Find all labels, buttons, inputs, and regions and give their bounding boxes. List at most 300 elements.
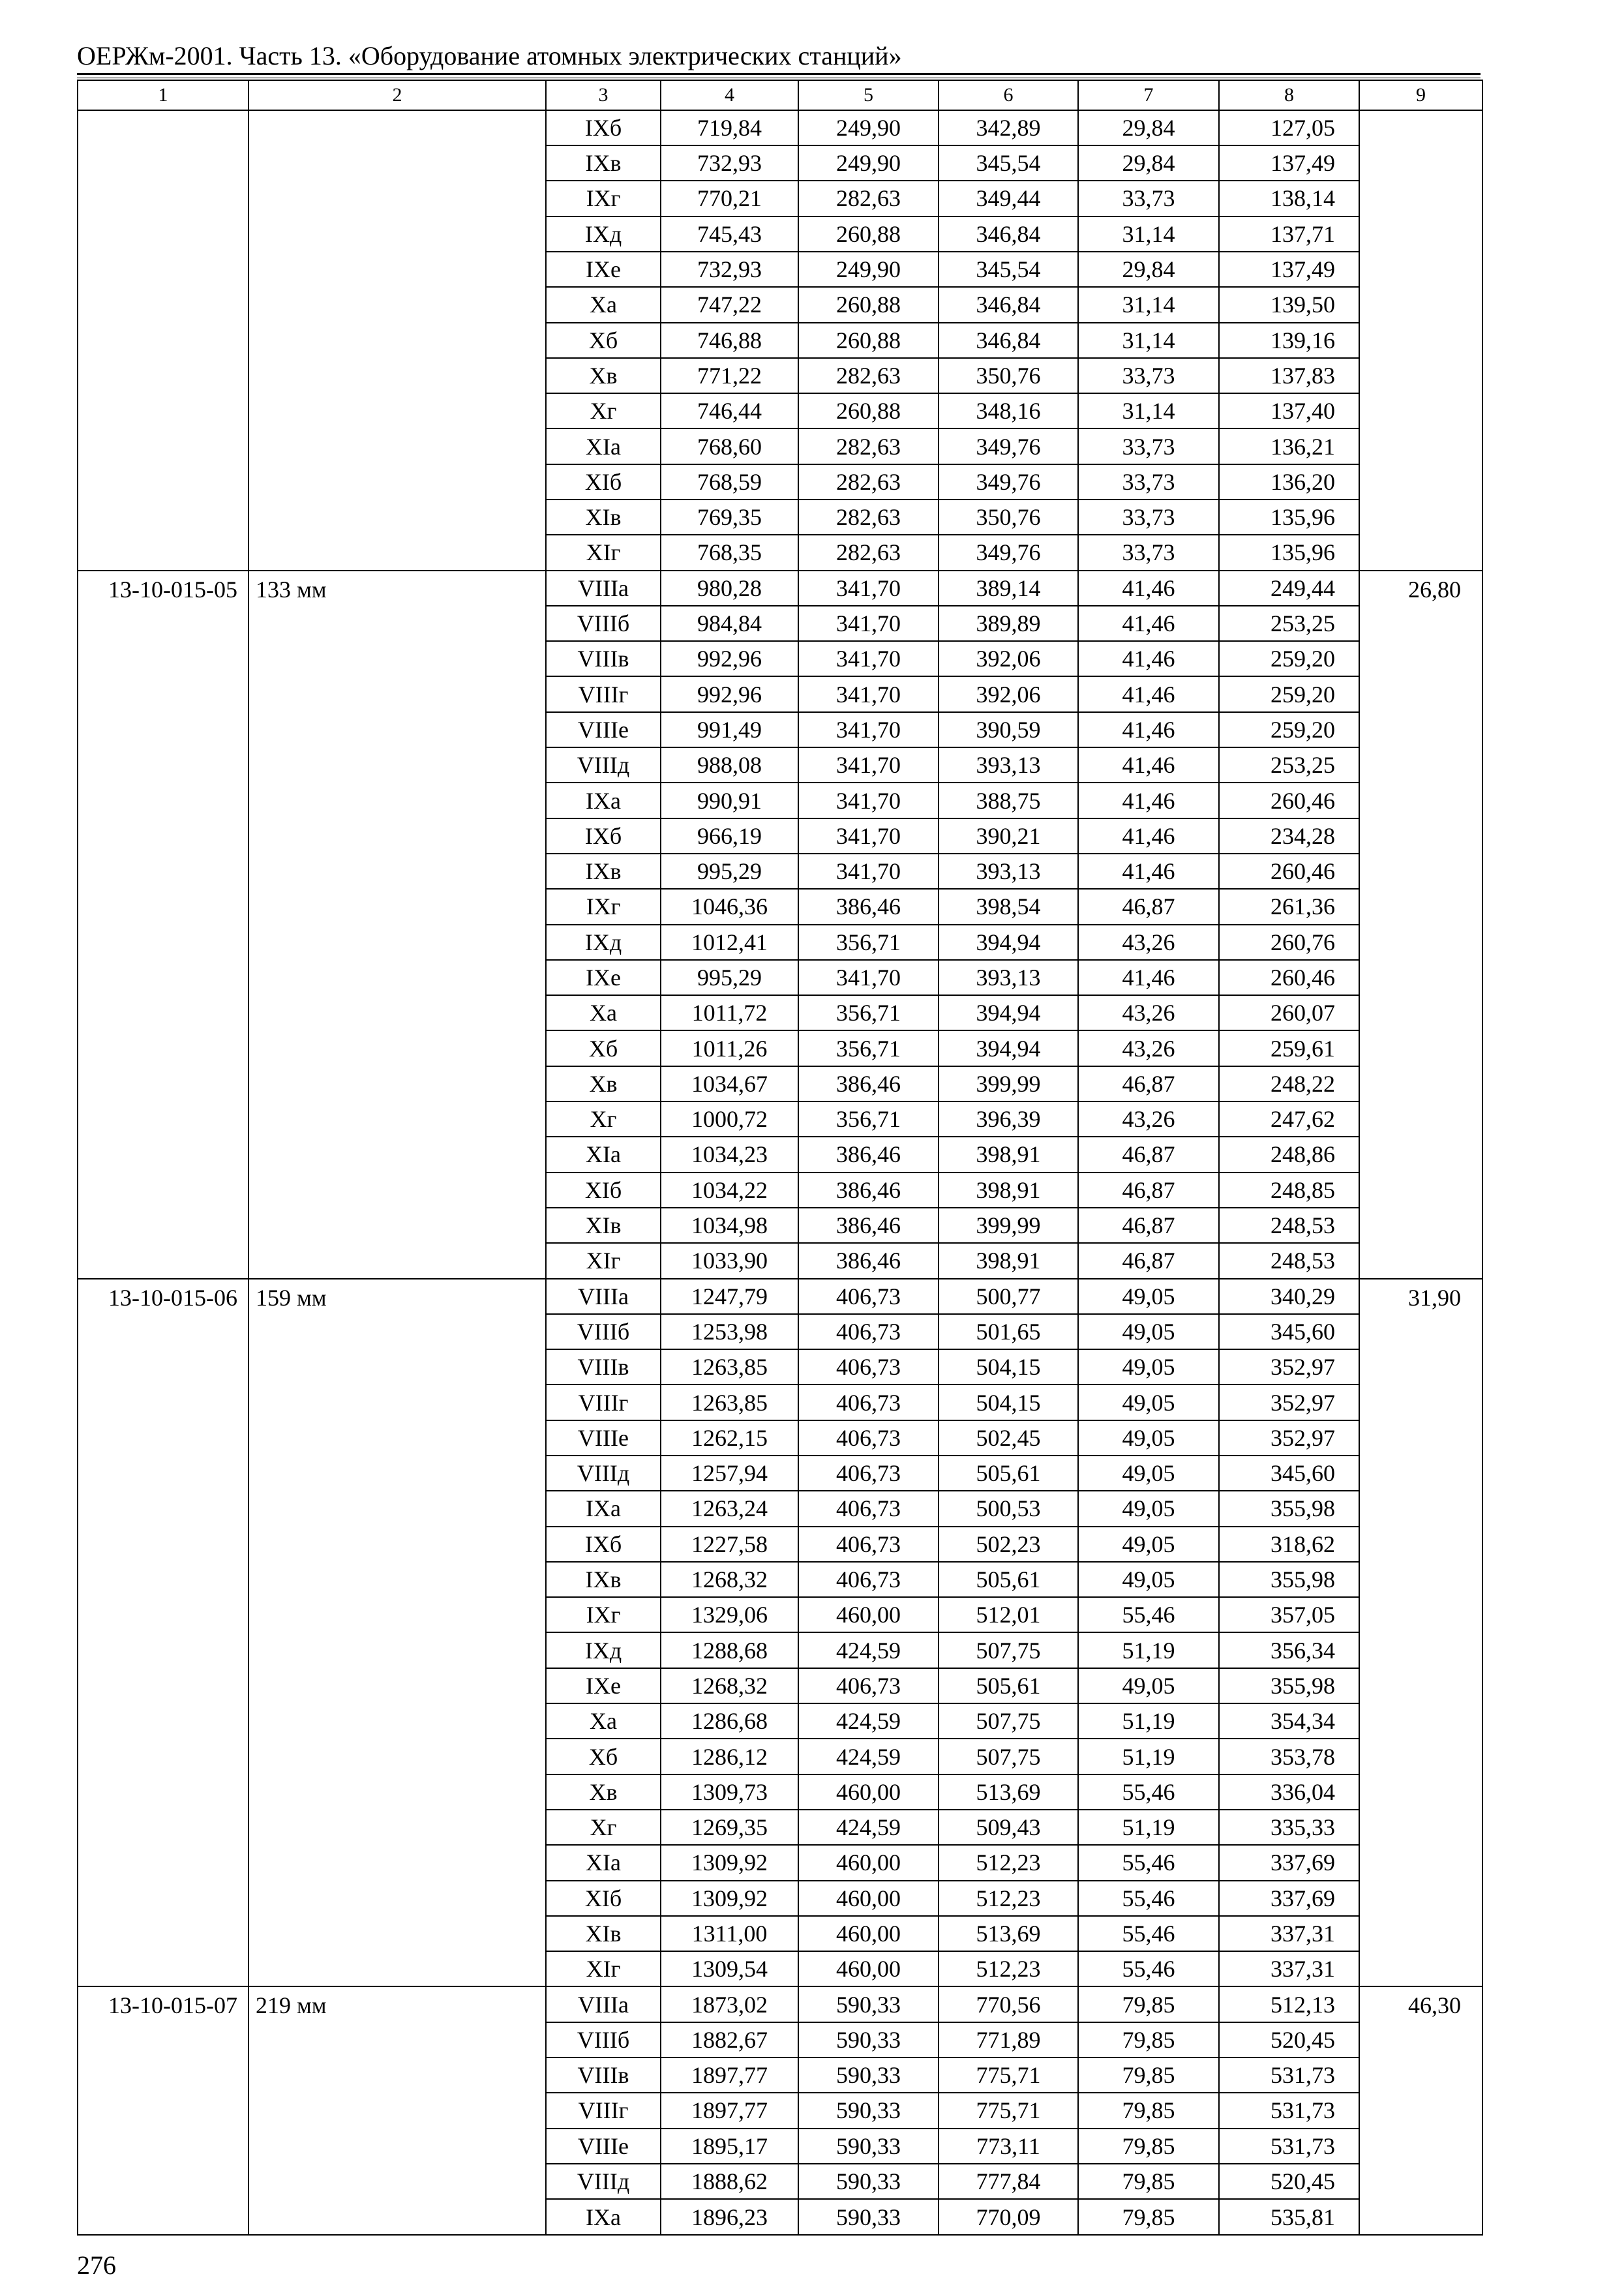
col3-cell: Xв (546, 358, 661, 393)
table-row (78, 1279, 1482, 1314)
col8-cell: 137,40 (1219, 393, 1359, 428)
col7-cell: 79,85 (1078, 2164, 1219, 2199)
col7-cell: 43,26 (1078, 995, 1219, 1030)
column-header: 8 (1219, 80, 1359, 110)
col3-cell: VIIIб (546, 606, 661, 641)
col7-cell: 29,84 (1078, 252, 1219, 287)
col5-cell: 260,88 (798, 287, 939, 322)
col6-cell: 770,09 (939, 2199, 1078, 2235)
col8-cell: 137,49 (1219, 145, 1359, 181)
col6-cell: 392,06 (939, 676, 1078, 711)
col8-cell: 138,14 (1219, 181, 1359, 216)
col6-cell: 398,91 (939, 1137, 1078, 1172)
col5-cell: 424,59 (798, 1739, 939, 1774)
col5-cell: 460,00 (798, 1881, 939, 1916)
col3-cell: VIIIe (546, 2129, 661, 2164)
col8-cell: 137,83 (1219, 358, 1359, 393)
col3-cell: IXe (546, 1668, 661, 1703)
col7-cell: 79,85 (1078, 2022, 1219, 2057)
col5-cell: 424,59 (798, 1703, 939, 1739)
col3-cell: IXв (546, 1562, 661, 1597)
col4-cell: 1263,85 (661, 1384, 798, 1420)
col3-cell: VIIIe (546, 1420, 661, 1456)
col3-cell: VIIIa (546, 1279, 661, 1314)
col6-cell: 512,23 (939, 1951, 1078, 1986)
col8-cell: 136,21 (1219, 428, 1359, 464)
col4-cell: 1000,72 (661, 1101, 798, 1137)
col6-cell: 394,94 (939, 925, 1078, 960)
col4-cell: 747,22 (661, 287, 798, 322)
col6-cell: 346,84 (939, 217, 1078, 252)
col8-cell: 247,62 (1219, 1101, 1359, 1137)
col6-cell: 392,06 (939, 641, 1078, 676)
col8-cell: 260,76 (1219, 925, 1359, 960)
col8-cell: 248,22 (1219, 1066, 1359, 1101)
col6-cell: 349,76 (939, 428, 1078, 464)
col7-cell: 55,46 (1078, 1774, 1219, 1810)
col3-cell: IXг (546, 181, 661, 216)
col5-cell: 341,70 (798, 747, 939, 783)
col3-cell: VIIIд (546, 1456, 661, 1491)
col5-cell: 460,00 (798, 1597, 939, 1632)
col7-cell: 41,46 (1078, 854, 1219, 889)
col6-cell: 509,43 (939, 1810, 1078, 1845)
col6-cell: 394,94 (939, 1030, 1078, 1066)
col6-cell: 342,89 (939, 110, 1078, 145)
col4-cell: 1309,54 (661, 1951, 798, 1986)
col8-cell: 259,20 (1219, 676, 1359, 711)
col6-cell: 512,23 (939, 1845, 1078, 1880)
col4-cell: 1033,90 (661, 1243, 798, 1278)
col8-cell: 260,07 (1219, 995, 1359, 1030)
col6-cell: 398,91 (939, 1243, 1078, 1278)
col7-cell: 41,46 (1078, 712, 1219, 747)
col7-cell: 31,14 (1078, 287, 1219, 322)
col7-cell: 41,46 (1078, 783, 1219, 818)
col7-cell: 46,87 (1078, 889, 1219, 924)
col6-cell: 513,69 (939, 1916, 1078, 1951)
col6-cell: 505,61 (939, 1456, 1078, 1491)
col8-cell: 512,13 (1219, 1986, 1359, 2022)
col5-cell: 406,73 (798, 1668, 939, 1703)
col8-cell: 253,25 (1219, 606, 1359, 641)
col8-cell: 355,98 (1219, 1562, 1359, 1597)
norm-code-cell: 13-10-015-06 (78, 1279, 248, 1987)
col6-cell: 349,76 (939, 464, 1078, 500)
col4-cell: 1263,85 (661, 1349, 798, 1384)
col3-cell: XIв (546, 1916, 661, 1951)
col8-cell: 345,60 (1219, 1456, 1359, 1491)
col6-cell: 390,59 (939, 712, 1078, 747)
col5-cell: 590,33 (798, 2164, 939, 2199)
col7-cell: 41,46 (1078, 606, 1219, 641)
diameter-cell (248, 110, 546, 571)
col8-cell: 248,53 (1219, 1208, 1359, 1243)
page-header: ОЕРЖм-2001. Часть 13. «Оборудование атомных электрических станций» (77, 41, 902, 70)
col6-cell: 346,84 (939, 287, 1078, 322)
col8-cell: 137,71 (1219, 217, 1359, 252)
col6-cell: 399,99 (939, 1208, 1078, 1243)
col7-cell: 55,46 (1078, 1597, 1219, 1632)
col7-cell: 49,05 (1078, 1420, 1219, 1456)
col8-cell: 340,29 (1219, 1279, 1359, 1314)
col6-cell: 345,54 (939, 145, 1078, 181)
col7-cell: 41,46 (1078, 571, 1219, 606)
col3-cell: XIб (546, 1173, 661, 1208)
col6-cell: 770,56 (939, 1986, 1078, 2022)
col3-cell: XIa (546, 1137, 661, 1172)
col8-cell: 139,16 (1219, 323, 1359, 358)
col5-cell: 282,63 (798, 500, 939, 535)
col6-cell: 507,75 (939, 1632, 1078, 1668)
col7-cell: 33,73 (1078, 358, 1219, 393)
col5-cell: 460,00 (798, 1845, 939, 1880)
col8-cell: 248,86 (1219, 1137, 1359, 1172)
table-row (78, 571, 1482, 606)
col4-cell: 1034,23 (661, 1137, 798, 1172)
col3-cell: Xб (546, 1030, 661, 1066)
col3-cell: XIг (546, 535, 661, 570)
col3-cell: VIIIг (546, 2093, 661, 2128)
col3-cell: VIIIa (546, 1986, 661, 2022)
col5-cell: 386,46 (798, 1243, 939, 1278)
col3-cell: IXд (546, 1632, 661, 1668)
col5-cell: 341,70 (798, 676, 939, 711)
column-header: 6 (939, 80, 1078, 110)
col3-cell: VIIIб (546, 2022, 661, 2057)
col7-cell: 43,26 (1078, 925, 1219, 960)
col5-cell: 341,70 (798, 571, 939, 606)
col7-cell: 46,87 (1078, 1066, 1219, 1101)
col7-cell: 29,84 (1078, 145, 1219, 181)
col6-cell: 513,69 (939, 1774, 1078, 1810)
col4-cell: 988,08 (661, 747, 798, 783)
col3-cell: XIв (546, 500, 661, 535)
col6-cell: 348,16 (939, 393, 1078, 428)
col4-cell: 768,59 (661, 464, 798, 500)
col6-cell: 350,76 (939, 500, 1078, 535)
col6-cell: 502,45 (939, 1420, 1078, 1456)
col4-cell: 732,93 (661, 252, 798, 287)
col7-cell: 41,46 (1078, 818, 1219, 854)
col6-cell: 396,39 (939, 1101, 1078, 1137)
col6-cell: 390,21 (939, 818, 1078, 854)
column-header: 2 (248, 80, 546, 110)
col5-cell: 341,70 (798, 783, 939, 818)
col4-cell: 1286,12 (661, 1739, 798, 1774)
col5-cell: 406,73 (798, 1491, 939, 1526)
col3-cell: VIIIв (546, 641, 661, 676)
col4-cell: 980,28 (661, 571, 798, 606)
col7-cell: 51,19 (1078, 1810, 1219, 1845)
price-table (77, 80, 1483, 2236)
col8-cell: 139,50 (1219, 287, 1359, 322)
col5-cell: 406,73 (798, 1420, 939, 1456)
col5-cell: 249,90 (798, 110, 939, 145)
col3-cell: Xa (546, 287, 661, 322)
col4-cell: 746,44 (661, 393, 798, 428)
col4-cell: 1269,35 (661, 1810, 798, 1845)
col5-cell: 406,73 (798, 1527, 939, 1562)
col3-cell: IXг (546, 889, 661, 924)
col6-cell: 393,13 (939, 854, 1078, 889)
col3-cell: VIIIб (546, 1314, 661, 1349)
col4-cell: 1012,41 (661, 925, 798, 960)
col7-cell: 51,19 (1078, 1703, 1219, 1739)
col4-cell: 1262,15 (661, 1420, 798, 1456)
col6-cell: 500,77 (939, 1279, 1078, 1314)
col4-cell: 1309,92 (661, 1845, 798, 1880)
col4-cell: 1888,62 (661, 2164, 798, 2199)
col8-cell: 249,44 (1219, 571, 1359, 606)
col5-cell: 460,00 (798, 1774, 939, 1810)
col3-cell: Xг (546, 393, 661, 428)
col6-cell: 389,89 (939, 606, 1078, 641)
column-header: 4 (661, 80, 798, 110)
col5-cell: 282,63 (798, 358, 939, 393)
col5-cell: 406,73 (798, 1456, 939, 1491)
column-header: 7 (1078, 80, 1219, 110)
col3-cell: VIIIa (546, 571, 661, 606)
col7-cell: 49,05 (1078, 1527, 1219, 1562)
col3-cell: Xв (546, 1066, 661, 1101)
col7-cell: 49,05 (1078, 1314, 1219, 1349)
col3-cell: VIIIг (546, 1384, 661, 1420)
column-header: 1 (78, 80, 248, 110)
diameter-cell: 219 мм (248, 1986, 546, 2235)
col8-cell: 352,97 (1219, 1420, 1359, 1456)
col4-cell: 719,84 (661, 110, 798, 145)
col4-cell: 1034,67 (661, 1066, 798, 1101)
norm-code-cell: 13-10-015-05 (78, 571, 248, 1279)
col3-cell: Xa (546, 1703, 661, 1739)
col7-cell: 33,73 (1078, 181, 1219, 216)
col8-cell: 355,98 (1219, 1668, 1359, 1703)
col3-cell: XIв (546, 1208, 661, 1243)
col3-cell: Xг (546, 1810, 661, 1845)
col6-cell: 507,75 (939, 1703, 1078, 1739)
col6-cell: 502,23 (939, 1527, 1078, 1562)
col4-cell: 768,35 (661, 535, 798, 570)
col5-cell: 282,63 (798, 181, 939, 216)
col5-cell: 356,71 (798, 1101, 939, 1137)
col4-cell: 1286,68 (661, 1703, 798, 1739)
col4-cell: 991,49 (661, 712, 798, 747)
col5-cell: 386,46 (798, 1066, 939, 1101)
col3-cell: VIIIв (546, 1349, 661, 1384)
col7-cell: 43,26 (1078, 1101, 1219, 1137)
col7-cell: 55,46 (1078, 1881, 1219, 1916)
col5-cell: 341,70 (798, 712, 939, 747)
column-header: 9 (1359, 80, 1482, 110)
col7-cell: 46,87 (1078, 1243, 1219, 1278)
col8-cell: 356,34 (1219, 1632, 1359, 1668)
col9-cell: 26,80 (1359, 571, 1482, 1279)
col7-cell: 31,14 (1078, 217, 1219, 252)
col5-cell: 341,70 (798, 641, 939, 676)
col8-cell: 260,46 (1219, 960, 1359, 995)
col4-cell: 769,35 (661, 500, 798, 535)
col6-cell: 505,61 (939, 1562, 1078, 1597)
col6-cell: 393,13 (939, 747, 1078, 783)
col7-cell: 33,73 (1078, 464, 1219, 500)
col4-cell: 1309,73 (661, 1774, 798, 1810)
col5-cell: 386,46 (798, 1173, 939, 1208)
col5-cell: 386,46 (798, 889, 939, 924)
col5-cell: 249,90 (798, 252, 939, 287)
col4-cell: 732,93 (661, 145, 798, 181)
col4-cell: 1896,23 (661, 2199, 798, 2235)
col5-cell: 406,73 (798, 1562, 939, 1597)
table-row (78, 110, 1482, 145)
col6-cell: 393,13 (939, 960, 1078, 995)
col8-cell: 127,05 (1219, 110, 1359, 145)
col3-cell: IXб (546, 1527, 661, 1562)
col3-cell: IXб (546, 818, 661, 854)
col4-cell: 992,96 (661, 676, 798, 711)
col8-cell: 531,73 (1219, 2129, 1359, 2164)
col8-cell: 337,69 (1219, 1881, 1359, 1916)
col3-cell: IXб (546, 110, 661, 145)
col8-cell: 248,85 (1219, 1173, 1359, 1208)
col6-cell: 350,76 (939, 358, 1078, 393)
col7-cell: 51,19 (1078, 1632, 1219, 1668)
col5-cell: 406,73 (798, 1384, 939, 1420)
col7-cell: 46,87 (1078, 1173, 1219, 1208)
col5-cell: 590,33 (798, 2022, 939, 2057)
col4-cell: 995,29 (661, 960, 798, 995)
col5-cell: 356,71 (798, 1030, 939, 1066)
col4-cell: 746,88 (661, 323, 798, 358)
col7-cell: 31,14 (1078, 393, 1219, 428)
col4-cell: 1034,22 (661, 1173, 798, 1208)
col9-cell: 31,90 (1359, 1279, 1482, 1987)
col7-cell: 46,87 (1078, 1137, 1219, 1172)
col4-cell: 995,29 (661, 854, 798, 889)
col8-cell: 260,46 (1219, 854, 1359, 889)
col7-cell: 46,87 (1078, 1208, 1219, 1243)
col8-cell: 520,45 (1219, 2022, 1359, 2057)
col5-cell: 356,71 (798, 995, 939, 1030)
col5-cell: 590,33 (798, 2057, 939, 2093)
col7-cell: 31,14 (1078, 323, 1219, 358)
col5-cell: 460,00 (798, 1916, 939, 1951)
col4-cell: 1046,36 (661, 889, 798, 924)
col7-cell: 49,05 (1078, 1456, 1219, 1491)
col7-cell: 79,85 (1078, 2093, 1219, 2128)
col3-cell: IXг (546, 1597, 661, 1632)
col6-cell: 501,65 (939, 1314, 1078, 1349)
col5-cell: 460,00 (798, 1951, 939, 1986)
col4-cell: 1253,98 (661, 1314, 798, 1349)
col8-cell: 535,81 (1219, 2199, 1359, 2235)
col4-cell: 966,19 (661, 818, 798, 854)
page-number: 276 (77, 2251, 116, 2280)
col5-cell: 406,73 (798, 1349, 939, 1384)
col8-cell: 520,45 (1219, 2164, 1359, 2199)
col3-cell: VIIIг (546, 676, 661, 711)
col4-cell: 1227,58 (661, 1527, 798, 1562)
col8-cell: 352,97 (1219, 1349, 1359, 1384)
col3-cell: IXa (546, 1491, 661, 1526)
col5-cell: 590,33 (798, 1986, 939, 2022)
col6-cell: 346,84 (939, 323, 1078, 358)
col6-cell: 507,75 (939, 1739, 1078, 1774)
col4-cell: 1268,32 (661, 1562, 798, 1597)
col4-cell: 1011,72 (661, 995, 798, 1030)
col5-cell: 406,73 (798, 1279, 939, 1314)
col8-cell: 259,20 (1219, 712, 1359, 747)
col7-cell: 79,85 (1078, 1986, 1219, 2022)
col7-cell: 41,46 (1078, 960, 1219, 995)
col3-cell: XIб (546, 464, 661, 500)
col5-cell: 341,70 (798, 960, 939, 995)
diameter-cell: 159 мм (248, 1279, 546, 1987)
col7-cell: 79,85 (1078, 2057, 1219, 2093)
col6-cell: 504,15 (939, 1349, 1078, 1384)
col5-cell: 282,63 (798, 464, 939, 500)
col8-cell: 259,20 (1219, 641, 1359, 676)
col3-cell: IXд (546, 925, 661, 960)
col8-cell: 318,62 (1219, 1527, 1359, 1562)
col3-cell: XIб (546, 1881, 661, 1916)
col4-cell: 1268,32 (661, 1668, 798, 1703)
col6-cell: 399,99 (939, 1066, 1078, 1101)
col7-cell: 41,46 (1078, 747, 1219, 783)
diameter-cell: 133 мм (248, 571, 546, 1279)
col4-cell: 990,91 (661, 783, 798, 818)
col7-cell: 33,73 (1078, 535, 1219, 570)
col7-cell: 55,46 (1078, 1916, 1219, 1951)
col5-cell: 424,59 (798, 1632, 939, 1668)
col8-cell: 259,61 (1219, 1030, 1359, 1066)
col3-cell: Xб (546, 1739, 661, 1774)
col4-cell: 992,96 (661, 641, 798, 676)
col5-cell: 424,59 (798, 1810, 939, 1845)
col6-cell: 398,54 (939, 889, 1078, 924)
col8-cell: 234,28 (1219, 818, 1359, 854)
col6-cell: 504,15 (939, 1384, 1078, 1420)
col4-cell: 1034,98 (661, 1208, 798, 1243)
col7-cell: 49,05 (1078, 1384, 1219, 1420)
col6-cell: 775,71 (939, 2093, 1078, 2128)
col6-cell: 349,44 (939, 181, 1078, 216)
col5-cell: 590,33 (798, 2093, 939, 2128)
col6-cell: 512,01 (939, 1597, 1078, 1632)
col4-cell: 1011,26 (661, 1030, 798, 1066)
col7-cell: 33,73 (1078, 428, 1219, 464)
col5-cell: 282,63 (798, 535, 939, 570)
col4-cell: 1311,00 (661, 1916, 798, 1951)
col6-cell: 505,61 (939, 1668, 1078, 1703)
col3-cell: VIIIe (546, 712, 661, 747)
col8-cell: 355,98 (1219, 1491, 1359, 1526)
col4-cell: 1895,17 (661, 2129, 798, 2164)
col6-cell: 394,94 (939, 995, 1078, 1030)
col8-cell: 261,36 (1219, 889, 1359, 924)
col4-cell: 770,21 (661, 181, 798, 216)
col5-cell: 341,70 (798, 818, 939, 854)
col8-cell: 357,05 (1219, 1597, 1359, 1632)
col8-cell: 352,97 (1219, 1384, 1359, 1420)
col8-cell: 135,96 (1219, 500, 1359, 535)
col5-cell: 260,88 (798, 217, 939, 252)
col6-cell: 500,53 (939, 1491, 1078, 1526)
header-row (78, 80, 1482, 110)
col8-cell: 248,53 (1219, 1243, 1359, 1278)
col7-cell: 29,84 (1078, 110, 1219, 145)
col5-cell: 249,90 (798, 145, 939, 181)
